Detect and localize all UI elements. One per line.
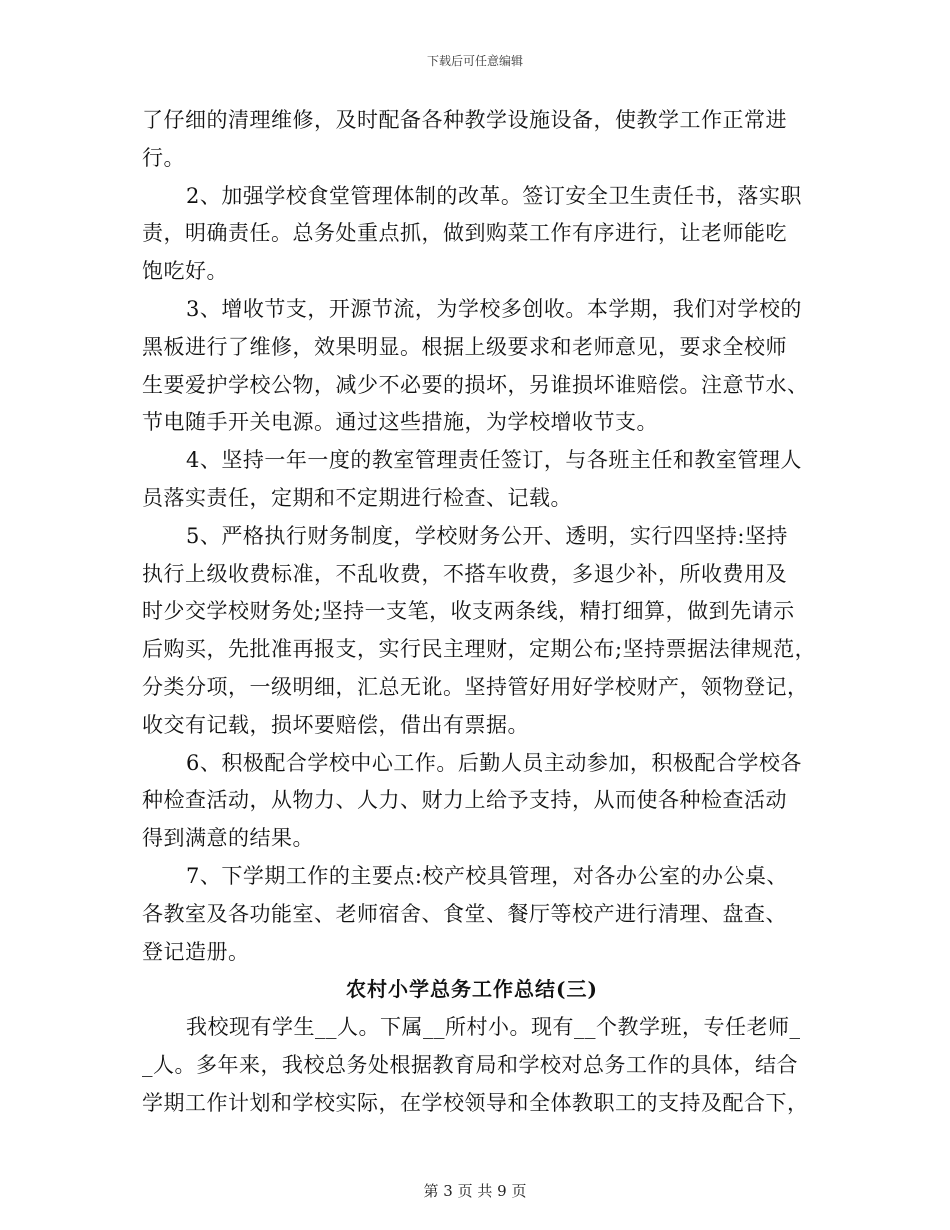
- page-footer: 第 3 页 共 9 页: [423, 1182, 527, 1200]
- text-line: 责，明确责任。总务处重点抓，做到购菜工作有序进行，让老师能吃: [142, 221, 787, 246]
- text-line: 后购买，先批准再报支，实行民主理财，定期公布;坚持票据法律规范，: [142, 637, 817, 662]
- document-body: [142, 102, 822, 1123]
- text-line: 各教室及各功能室、老师宿舍、食堂、餐厅等校产进行清理、盘查、: [142, 901, 787, 926]
- text-line: 饱吃好。: [142, 259, 228, 284]
- text-line: 黑板进行了维修，效果明显。根据上级要求和老师意见，要求全校师: [142, 334, 787, 359]
- text-line: 我校现有学生__人。下属__所村小。现有__个教学班，专任老师_: [186, 1015, 801, 1040]
- item-3-line: 3、增收节支，开源节流，为学校多创收。本学期，我们对学校的: [186, 296, 802, 321]
- text-line: 执行上级收费标准，不乱收费，不搭车收费，多退少补，所收费用及: [142, 561, 787, 586]
- text-line: _人。多年来，我校总务处根据教育局和学校对总务工作的具体，结合: [142, 1052, 798, 1077]
- item-7-line: 7、下学期工作的主要点:校产校具管理，对各办公室的办公桌、: [186, 863, 788, 888]
- text-line: 节电随手开关电源。通过这些措施，为学校增收节支。: [142, 410, 658, 435]
- text-line: 登记造册。: [142, 939, 250, 964]
- text-line: 学期工作计划和学校实际，在学校领导和全体教职工的支持及配合下，: [142, 1090, 809, 1115]
- text-line: 行。: [142, 145, 185, 170]
- text-line: 员落实责任，定期和不定期进行检查、记载。: [142, 485, 572, 510]
- page-header: 下载后可任意编辑: [426, 54, 523, 68]
- item-6-line: 6、积极配合学校中心工作。后勤人员主动参加，积极配合学校各: [186, 750, 802, 775]
- section-title: 农村小学总务工作总结(三): [346, 977, 598, 1002]
- text-line: 种检查活动，从物力、人力、财力上给予支持，从而使各种检查活动: [142, 788, 787, 813]
- text-line: 收交有记载，损坏要赔偿，借出有票据。: [142, 712, 529, 737]
- text-line: 了仔细的清理维修，及时配备各种教学设施设备，使教学工作正常进: [142, 108, 787, 132]
- text-line: 时少交学校财务处;坚持一支笔，收支两条线，精打细算，做到先请示: [142, 599, 795, 624]
- item-2-line: 2、加强学校食堂管理体制的改革。签订安全卫生责任书，落实职: [186, 183, 802, 208]
- text-line: 分类分项，一级明细，汇总无讹。坚持管好用好学校财产，领物登记，: [142, 674, 809, 699]
- text-line: 得到满意的结果。: [142, 826, 314, 851]
- item-4-line: 4、坚持一年一度的教室管理责任签订，与各班主任和教室管理人: [186, 448, 802, 473]
- item-5-line: 5、严格执行财务制度，学校财务公开、透明，实行四坚持:坚持: [186, 523, 788, 548]
- text-line: 生要爱护学校公物，减少不必要的损坏，另谁损坏谁赔偿。注意节水、: [142, 372, 809, 397]
